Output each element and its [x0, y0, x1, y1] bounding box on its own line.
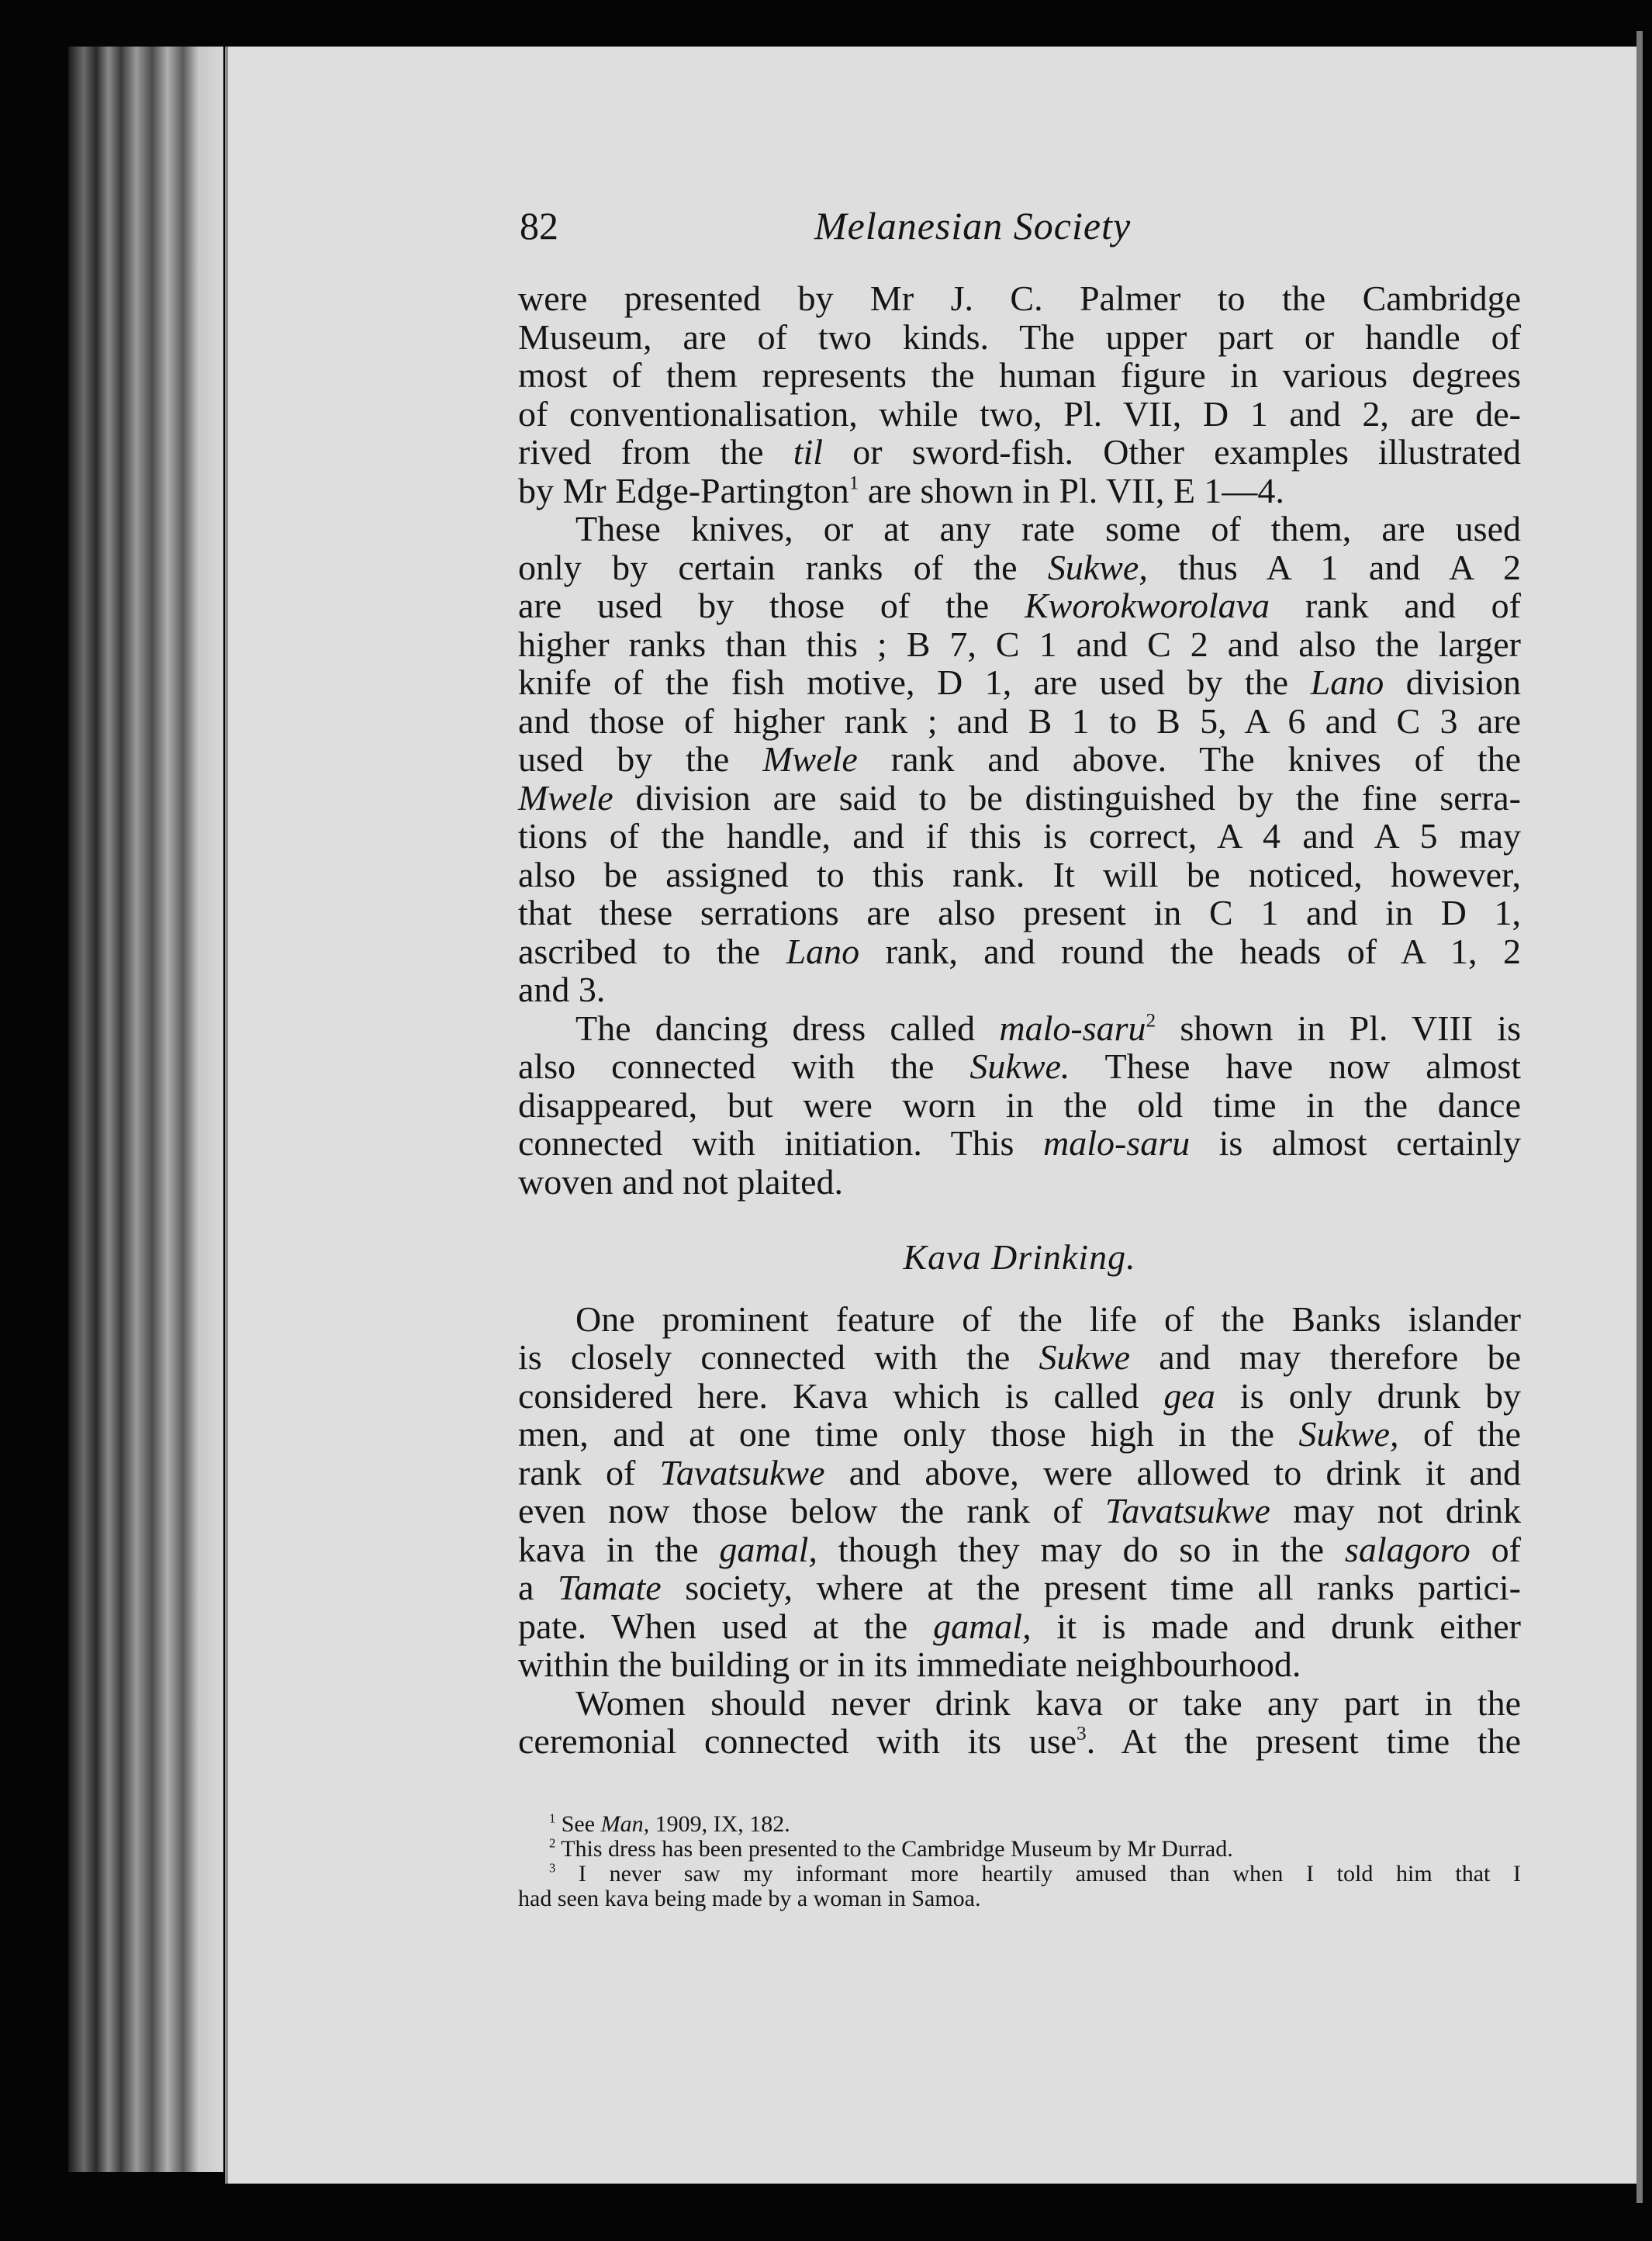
text-line: used by the Mwele rank and above. The knives of the — [518, 739, 1521, 779]
text-line: Women should never drink kava or take any part in the — [575, 1682, 1521, 1723]
text-line: The dancing dress called malo-saru$^2$ shown in Pl. VIII is — [575, 1008, 1521, 1048]
text-line: ascribed to the Lano rank, and round the heads of A 1, 2 — [518, 931, 1521, 971]
paragraph-5 — [518, 1684, 1521, 1761]
text-line: men, and at one time only those high in the Sukwe, of the — [518, 1414, 1522, 1454]
footnote-3-continued: had seen kava being made by a woman in Samoa. — [518, 1886, 981, 1911]
text-line: were presented by Mr J. C. Palmer to the Cambridge — [518, 278, 1521, 318]
text-line: rank of Tavatsukwe and above, were allowed to drink it and — [518, 1452, 1521, 1492]
text-line: higher ranks than this ; B 7, C 1 and C 2 and also the larger — [518, 624, 1521, 664]
text-line: even now those below the rank of Tavatsukwe may not drink — [518, 1491, 1521, 1530]
text-line: is closely connected with the Sukwe and may therefore be — [518, 1337, 1521, 1377]
running-title: Melanesian Society — [814, 204, 1132, 247]
text-line: by Mr Edge-Partington$^1$ are shown in Pl. VII, E 1—4. — [518, 470, 1284, 510]
page-number: 82 — [520, 204, 558, 247]
text-line: knife of the fish motive, D 1, are used by the Lano division — [518, 662, 1521, 702]
text-line: considered here. Kava which is called gea is only drunk by — [518, 1375, 1521, 1416]
text-line: are used by those of the Kworokworolava rank and of — [518, 586, 1521, 625]
text-line: pate. When used at the gamal, it is made and drunk either — [518, 1606, 1521, 1646]
text-line: tions of the handle, and if this is correct, A 4 and A 5 may — [518, 816, 1521, 856]
page-header — [520, 203, 1520, 258]
text-line: woven and not plaited. — [518, 1161, 844, 1202]
text-line: and those of higher rank ; and B 1 to B 5, A 6 and C 3 are — [518, 700, 1521, 741]
text-line: most of them represents the human figure in various degrees — [518, 355, 1521, 395]
text-line: also connected with the Sukwe. These have now almost — [518, 1046, 1522, 1086]
section-heading: Kava Drinking. — [903, 1237, 1136, 1277]
main-text — [518, 279, 1521, 1761]
text-line: also be assigned to this rank. It will be noticed, however, — [518, 854, 1521, 894]
text-line: and 3. — [518, 970, 606, 1009]
text-line: Museum, are of two kinds. The upper part or handle of — [518, 316, 1521, 357]
text-line: only by certain ranks of the Sukwe, thus A 1 and A 2 — [518, 547, 1521, 587]
paragraph-1 — [518, 279, 1521, 510]
text-line: of conventionalisation, while two, Pl. VII, D 1 and 2, are de- — [518, 393, 1521, 434]
text-line: that these serrations are also present in C 1 and in D 1, — [518, 893, 1521, 932]
text-line: One prominent feature of the life of the Banks islander — [575, 1299, 1521, 1339]
text-line: kava in the gamal, though they may do so in the salagoro of — [518, 1529, 1521, 1569]
text-line: Mwele division are said to be distinguished by the fine serra- — [518, 777, 1521, 818]
paragraph-2 — [518, 510, 1521, 1009]
footnote-1: $^1$ See Man, 1909, IX, 182. — [549, 1810, 790, 1837]
text-line: These knives, or at any rate some of them, are used — [575, 509, 1521, 548]
footnotes — [518, 1812, 1521, 1911]
page-right-edge — [1636, 31, 1643, 2203]
text-line: connected with initiation. This malo-saru is almost certainly — [518, 1123, 1521, 1163]
text-line: ceremonial connected with its use$^3$. At the present time the — [518, 1721, 1521, 1761]
footnote-3: $^3$ I never saw my informant more heartily amused than when I told him that I — [549, 1860, 1522, 1887]
footnote-2: $^2$ This dress has been presented to the Cambridge Museum by Mr Durrad. — [549, 1835, 1233, 1862]
paragraph-3 — [518, 1009, 1521, 1202]
book-spine-edge — [68, 47, 223, 2172]
paragraph-4 — [518, 1300, 1521, 1684]
text-line: rived from the til or sword-fish. Other examples illustrated — [518, 432, 1521, 472]
text-line: a Tamate society, where at the present time all ranks partici- — [518, 1568, 1521, 1607]
text-line: disappeared, but were worn in the old time in the dance — [518, 1084, 1521, 1125]
text-line: within the building or in its immediate neighbourhood. — [518, 1644, 1301, 1684]
